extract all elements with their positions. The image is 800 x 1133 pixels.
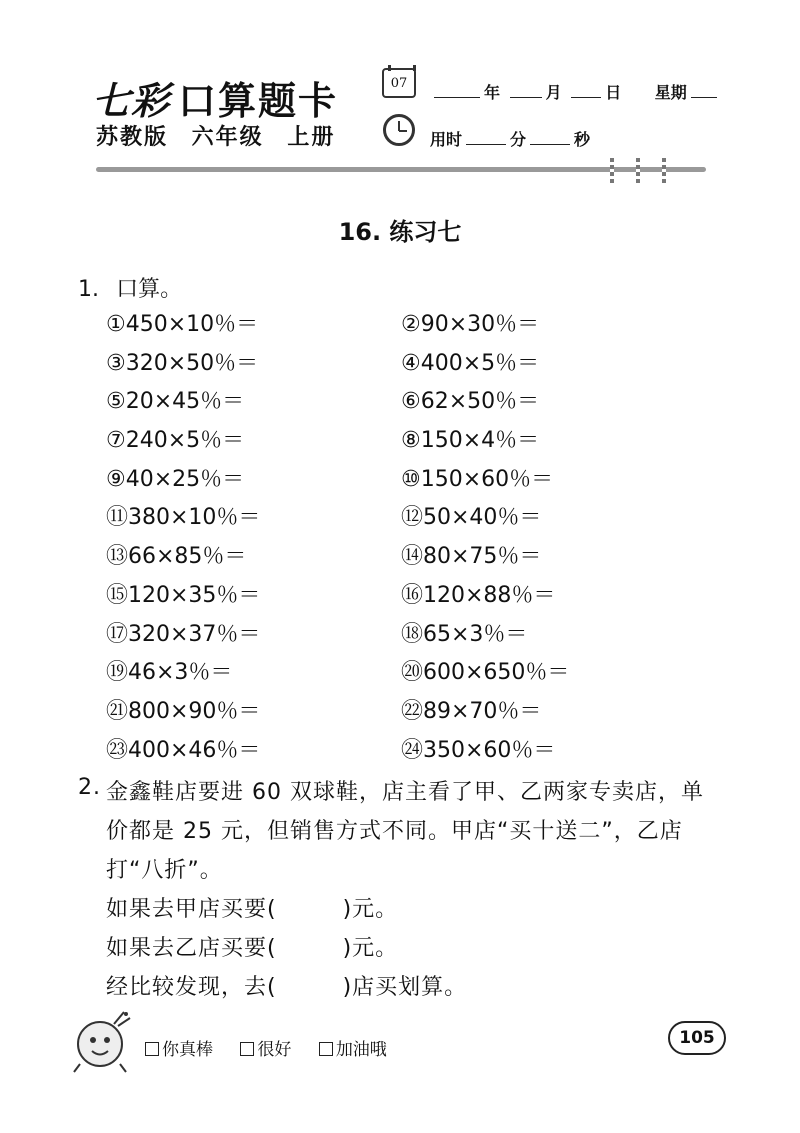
weekday-label: 星期 [654, 83, 687, 102]
calc-item: ⑪380×10％＝ [106, 505, 261, 531]
calc-item: ①450×10％＝ [106, 312, 259, 337]
clock-icon [383, 114, 415, 146]
answer-suffix: )店买划算。 [342, 975, 468, 1000]
section2-number: 2. [78, 775, 101, 800]
checkbox-icon[interactable] [240, 1042, 254, 1056]
calendar-icon [382, 68, 416, 98]
calc-item: ⑤20×45％＝ [106, 389, 245, 415]
calc-item: ⑫50×40％＝ [401, 505, 542, 531]
calc-item: ⑦240×5％＝ [106, 428, 245, 454]
answer-prefix: 如果去乙店买要( [106, 936, 277, 961]
calc-item: ③320×50％＝ [106, 350, 259, 376]
calc-column-right [401, 311, 569, 775]
binder-ring-icon [610, 158, 614, 184]
calc-item: ⑭80×75％＝ [401, 544, 542, 570]
self-rating [145, 1035, 409, 1060]
answer-line [106, 892, 398, 923]
rating-option[interactable]: 很好 [240, 1040, 291, 1060]
answer-prefix: 如果去甲店买要( [106, 897, 277, 922]
time-used-label: 用时 [430, 130, 463, 149]
answer-line [106, 970, 467, 1001]
answer-line [106, 931, 398, 962]
time-used-field[interactable] [430, 127, 590, 150]
calc-item: ⑩150×60％＝ [401, 466, 554, 492]
seconds-label: 秒 [574, 130, 591, 149]
calc-item: ④400×5％＝ [401, 350, 540, 376]
edition-label: 苏教版 六年级 上册 [96, 125, 336, 150]
problem-line: 金鑫鞋店要进 60 双球鞋，店主看了甲、乙两家专卖店，单 [106, 780, 704, 805]
calc-item: ㉓400×46％＝ [106, 737, 261, 763]
checkbox-icon[interactable] [319, 1042, 333, 1056]
checkbox-icon[interactable] [145, 1042, 159, 1056]
calc-item: ⑥62×50％＝ [401, 389, 540, 415]
calc-item: ㉔350×60％＝ [401, 737, 556, 763]
mascot-icon [66, 1004, 138, 1076]
calc-item: ⑰320×37％＝ [106, 621, 261, 647]
calc-item: ⑳600×650％＝ [401, 660, 570, 686]
calc-item: ⑮120×35％＝ [106, 582, 261, 608]
day-label: 日 [605, 83, 622, 102]
calc-item: ⑬66×85％＝ [106, 544, 247, 570]
binder-ring-icon [662, 158, 666, 184]
calc-item: ⑯120×88％＝ [401, 582, 556, 608]
rating-option[interactable]: 加油哦 [319, 1040, 387, 1060]
year-label: 年 [484, 83, 501, 102]
calc-item: ⑨40×25％＝ [106, 466, 245, 492]
brand-title: 口算题卡 [178, 79, 339, 123]
rating-option[interactable]: 你真棒 [145, 1040, 213, 1060]
calendar-day: 07 [390, 76, 408, 91]
calc-item: ⑧150×4％＝ [401, 428, 540, 454]
problem-line: 价都是 25 元，但销售方式不同。甲店“买十送二”，乙店 [106, 819, 683, 844]
page-number: 105 [668, 1021, 726, 1055]
question-number: 1. [78, 277, 99, 302]
calc-item: ⑲46×3％＝ [106, 660, 233, 686]
answer-suffix: )元。 [342, 897, 399, 922]
month-label: 月 [545, 83, 562, 102]
binder-ring-icon [636, 158, 640, 184]
lesson-title: 16. 练习七 [338, 218, 462, 246]
calc-item: ㉑800×90％＝ [106, 698, 261, 724]
header-divider [96, 167, 706, 172]
brand-logo: 七彩 [92, 78, 171, 123]
question-prompt: 口算。 [116, 277, 183, 302]
section1-heading [78, 272, 182, 303]
calc-item: ②90×30％＝ [401, 312, 540, 337]
calc-item: ㉒89×70％＝ [401, 698, 542, 724]
calc-item: ⑱65×3％＝ [401, 621, 528, 647]
answer-suffix: )元。 [342, 936, 399, 961]
date-field[interactable] [430, 80, 721, 103]
answer-prefix: 经比较发现，去( [106, 975, 277, 1000]
minutes-label: 分 [510, 130, 527, 149]
calc-column-left [106, 311, 260, 775]
problem-line: 打“八折”。 [106, 858, 223, 883]
